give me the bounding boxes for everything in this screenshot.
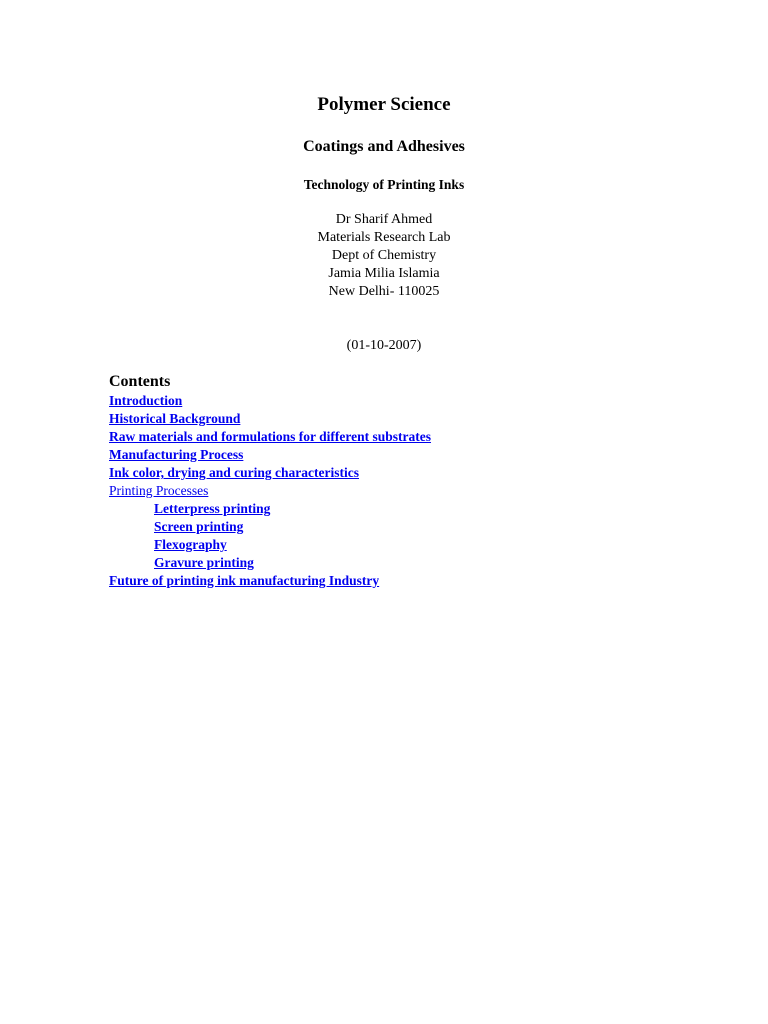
toc-link-gravure-printing[interactable]: Gravure printing bbox=[154, 555, 254, 570]
document-topic: Technology of Printing Inks bbox=[303, 177, 465, 192]
toc-item bbox=[109, 446, 431, 464]
toc-link-letterpress-printing[interactable]: Letterpress printing bbox=[154, 501, 271, 516]
toc-item bbox=[109, 464, 431, 482]
toc-subitem bbox=[109, 518, 431, 536]
toc-item bbox=[109, 392, 431, 410]
document-title: Polymer Science bbox=[317, 94, 451, 115]
toc-link-future-of-industry[interactable]: Future of printing ink manufacturing Industry bbox=[109, 573, 380, 588]
toc-link-screen-printing[interactable]: Screen printing bbox=[154, 519, 244, 534]
toc-link-historical-background[interactable]: Historical Background bbox=[109, 411, 241, 426]
author-lab: Materials Research Lab bbox=[317, 230, 451, 245]
toc-subitem bbox=[109, 500, 431, 518]
contents-heading: Contents bbox=[109, 373, 171, 390]
toc-link-raw-materials[interactable]: Raw materials and formulations for different substrates bbox=[109, 429, 431, 444]
document-date: (01-10-2007) bbox=[346, 338, 422, 353]
toc-item bbox=[109, 572, 431, 590]
author-department: Dept of Chemistry bbox=[331, 248, 437, 263]
document-subtitle: Coatings and Adhesives bbox=[303, 138, 465, 155]
toc-item bbox=[109, 428, 431, 446]
toc-subitem bbox=[109, 536, 431, 554]
author-university: Jamia Milia Islamia bbox=[328, 266, 440, 281]
toc-link-introduction[interactable]: Introduction bbox=[109, 393, 183, 408]
toc-item bbox=[109, 482, 431, 500]
toc-item bbox=[109, 410, 431, 428]
toc-link-printing-processes[interactable]: Printing Processes bbox=[109, 483, 209, 498]
table-of-contents bbox=[109, 392, 431, 590]
toc-link-manufacturing-process[interactable]: Manufacturing Process bbox=[109, 447, 244, 462]
author-block bbox=[0, 211, 768, 301]
toc-link-ink-color[interactable]: Ink color, drying and curing characteristics bbox=[109, 465, 360, 480]
toc-subitem bbox=[109, 554, 431, 572]
toc-link-flexography[interactable]: Flexography bbox=[154, 537, 227, 552]
author-city: New Delhi- 110025 bbox=[328, 284, 440, 299]
author-name: Dr Sharif Ahmed bbox=[335, 212, 433, 227]
